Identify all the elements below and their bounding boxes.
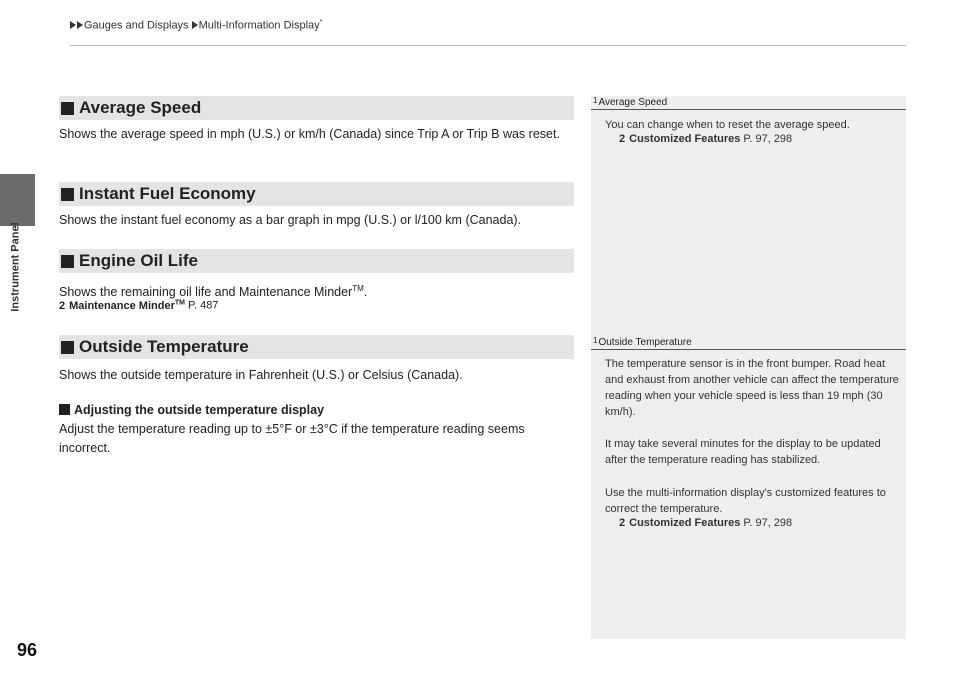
average-speed-text: Shows the average speed in mph (U.S.) or km/h (Canada) since Trip A or Trip B was reset. [59, 127, 560, 141]
header-divider [70, 45, 906, 46]
engine-oil-text-end: . [363, 285, 368, 300]
breadcrumb-star: * [319, 19, 323, 26]
ref-page: P. 487 [184, 299, 219, 312]
square-bullet-icon [61, 188, 74, 201]
note-heading-outside-temperature [591, 336, 906, 350]
note-title: Average Speed [598, 97, 668, 108]
section-title: Engine Oil Life [79, 251, 199, 270]
adjusting-temp-subheading [59, 403, 324, 417]
ref-label-text: Maintenance Minder [69, 299, 175, 312]
note-heading-average-speed [591, 96, 906, 110]
customized-features-ref[interactable] [619, 133, 792, 145]
page-ref-icon: 2 [619, 517, 626, 529]
maintenance-minder-ref[interactable] [59, 299, 218, 312]
page-number: 96 [17, 640, 38, 660]
note-title: Outside Temperature [598, 337, 692, 348]
breadcrumb-arrow-icon [77, 21, 83, 29]
chapter-label [0, 212, 32, 322]
outside-temp-text: Shows the outside temperature in Fahrenheit (U.S.) or Celsius (Canada). [59, 368, 463, 382]
adjusting-temp-text: Adjust the temperature reading up to ±5°F or ±3°C if the temperature reading seems incorrect. [59, 422, 525, 455]
section-heading-instant-fuel-economy [59, 182, 574, 206]
breadcrumb-part-mid[interactable]: Multi-Information Display [198, 19, 320, 32]
breadcrumb-part-gauges[interactable]: Gauges and Displays [84, 19, 189, 32]
section-title: Instant Fuel Economy [79, 184, 256, 203]
breadcrumb-arrow-icon [70, 21, 76, 29]
note-outside-temp-p1: The temperature sensor is in the front bumper. Road heat and exhaust from another vehicle can affect the temperature reading when your vehicle speed is less than 19 mph (30 km/h). [605, 358, 899, 418]
ref-label [69, 300, 185, 312]
chapter-label-text: Instrument Panel [10, 222, 22, 312]
square-bullet-icon [61, 341, 74, 354]
page-ref-icon: 2 [59, 299, 66, 312]
ref-page: P. 97, 298 [740, 517, 793, 529]
note-outside-temp-p3: Use the multi-information display's customized features to correct the temperature. [605, 487, 886, 515]
ref-label: Customized Features [629, 133, 741, 145]
note-number: 1 [593, 96, 598, 105]
engine-oil-text-main: Shows the remaining oil life and Maintenance Minder [59, 285, 353, 300]
square-bullet-icon [61, 102, 74, 115]
square-bullet-icon [61, 255, 74, 268]
note-average-speed-text: You can change when to reset the average speed. [605, 119, 850, 131]
trademark-mark: TM [352, 284, 364, 293]
customized-features-ref[interactable] [619, 517, 792, 529]
note-outside-temp-p2: It may take several minutes for the display to be updated after the temperature reading has stabilized. [605, 438, 881, 466]
section-heading-average-speed [59, 96, 574, 120]
page-ref-icon: 2 [619, 133, 626, 145]
ref-page: P. 97, 298 [740, 133, 793, 145]
section-title: Outside Temperature [79, 337, 249, 356]
ref-trademark: TM [174, 299, 185, 306]
note-number: 1 [593, 336, 598, 345]
subheading-text: Adjusting the outside temperature display [74, 403, 325, 417]
ref-label: Customized Features [629, 517, 741, 529]
breadcrumb-arrow-icon [192, 21, 198, 29]
section-heading-engine-oil-life [59, 249, 574, 273]
instant-fuel-text: Shows the instant fuel economy as a bar graph in mpg (U.S.) or l/100 km (Canada). [59, 213, 522, 227]
section-heading-outside-temperature [59, 335, 574, 359]
breadcrumb [70, 19, 322, 32]
square-bullet-icon [59, 404, 70, 415]
section-title: Average Speed [79, 98, 202, 117]
